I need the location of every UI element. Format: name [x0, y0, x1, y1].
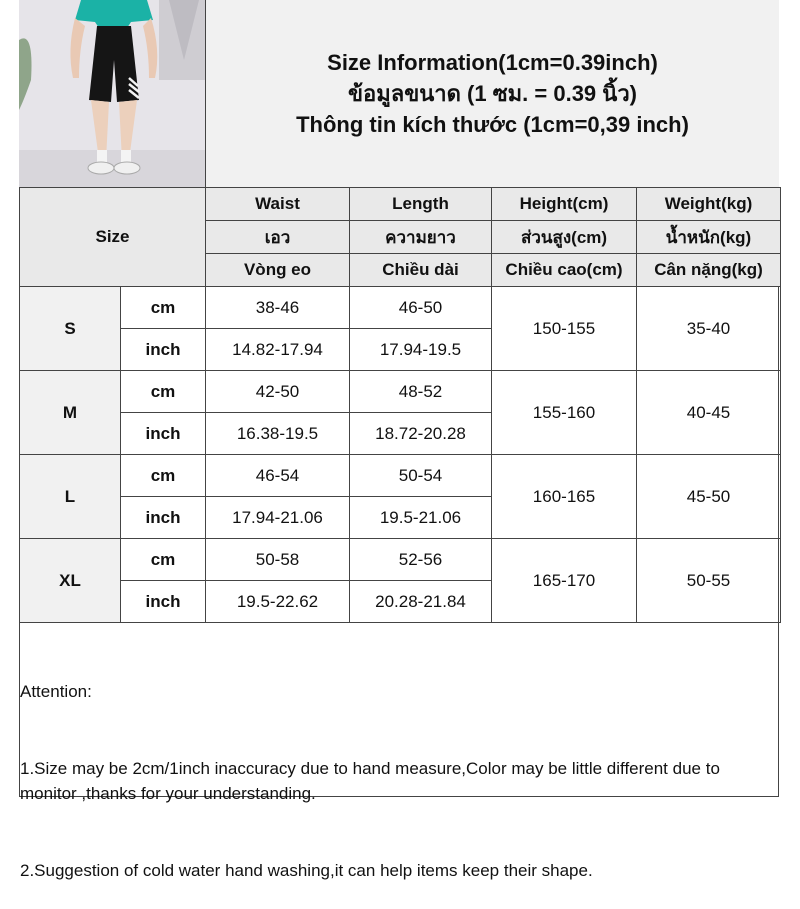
header-title-vi: Thông tin kích thước (1cm=0,39 inch): [296, 112, 689, 137]
size-info-header: [206, 0, 779, 187]
table-header-row-en: [20, 188, 781, 221]
col-height-th: ส่วนสูง(cm): [492, 221, 637, 254]
table-row: [20, 539, 781, 581]
height-cell: 165-170: [492, 539, 637, 623]
col-length-th: ความยาว: [350, 221, 492, 254]
length-inch-cell: 19.5-21.06: [350, 497, 492, 539]
length-cm-cell: 48-52: [350, 371, 492, 413]
col-height-vi: Chiều cao(cm): [492, 254, 637, 287]
col-waist-en: Waist: [206, 188, 350, 221]
unit-label: inch: [121, 497, 206, 539]
length-cm-cell: 50-54: [350, 455, 492, 497]
length-cm-cell: 46-50: [350, 287, 492, 329]
size-label: L: [20, 455, 121, 539]
weight-cell: 45-50: [637, 455, 781, 539]
col-weight-vi: Cân nặng(kg): [637, 254, 781, 287]
col-weight-en: Weight(kg): [637, 188, 781, 221]
waist-inch-cell: 19.5-22.62: [206, 581, 350, 623]
unit-label: cm: [121, 371, 206, 413]
height-cell: 160-165: [492, 455, 637, 539]
col-length-vi: Chiều dài: [350, 254, 492, 287]
table-row: [20, 371, 781, 413]
waist-cm-cell: 50-58: [206, 539, 350, 581]
model-wearing-shorts-image: [19, 0, 206, 187]
length-inch-cell: 20.28-21.84: [350, 581, 492, 623]
waist-cm-cell: 38-46: [206, 287, 350, 329]
unit-label: inch: [121, 329, 206, 371]
col-weight-th: น้ำหนัก(kg): [637, 221, 781, 254]
col-waist-th: เอว: [206, 221, 350, 254]
col-height-en: Height(cm): [492, 188, 637, 221]
notes-title: Attention:: [20, 682, 92, 701]
height-cell: 150-155: [492, 287, 637, 371]
length-cm-cell: 52-56: [350, 539, 492, 581]
note-item: 1.Size may be 2cm/1inch inaccuracy due to hand measure,Color may be little different due to monitor ,thanks for your understanding.: [20, 758, 725, 803]
unit-label: cm: [121, 455, 206, 497]
note-item: 2.Suggestion of cold water hand washing,it can help items keep their shape.: [20, 860, 593, 880]
size-label: XL: [20, 539, 121, 623]
col-waist-vi: Vòng eo: [206, 254, 350, 287]
size-column-header: Size: [20, 188, 206, 287]
size-table: [19, 187, 781, 623]
col-length-en: Length: [350, 188, 492, 221]
waist-inch-cell: 17.94-21.06: [206, 497, 350, 539]
weight-cell: 35-40: [637, 287, 781, 371]
header-title-en: Size Information(1cm=0.39inch): [327, 50, 658, 75]
waist-cm-cell: 46-54: [206, 455, 350, 497]
attention-notes: [20, 628, 776, 909]
length-inch-cell: 18.72-20.28: [350, 413, 492, 455]
unit-label: inch: [121, 413, 206, 455]
weight-cell: 40-45: [637, 371, 781, 455]
unit-label: inch: [121, 581, 206, 623]
table-row: [20, 455, 781, 497]
header-title-th: ข้อมูลขนาด (1 ซม. = 0.39 นิ้ว): [347, 81, 637, 106]
waist-inch-cell: 14.82-17.94: [206, 329, 350, 371]
weight-cell: 50-55: [637, 539, 781, 623]
size-label: S: [20, 287, 121, 371]
height-cell: 155-160: [492, 371, 637, 455]
product-photo: [19, 0, 206, 187]
waist-inch-cell: 16.38-19.5: [206, 413, 350, 455]
length-inch-cell: 17.94-19.5: [350, 329, 492, 371]
unit-label: cm: [121, 287, 206, 329]
size-label: M: [20, 371, 121, 455]
waist-cm-cell: 42-50: [206, 371, 350, 413]
table-row: [20, 287, 781, 329]
unit-label: cm: [121, 539, 206, 581]
